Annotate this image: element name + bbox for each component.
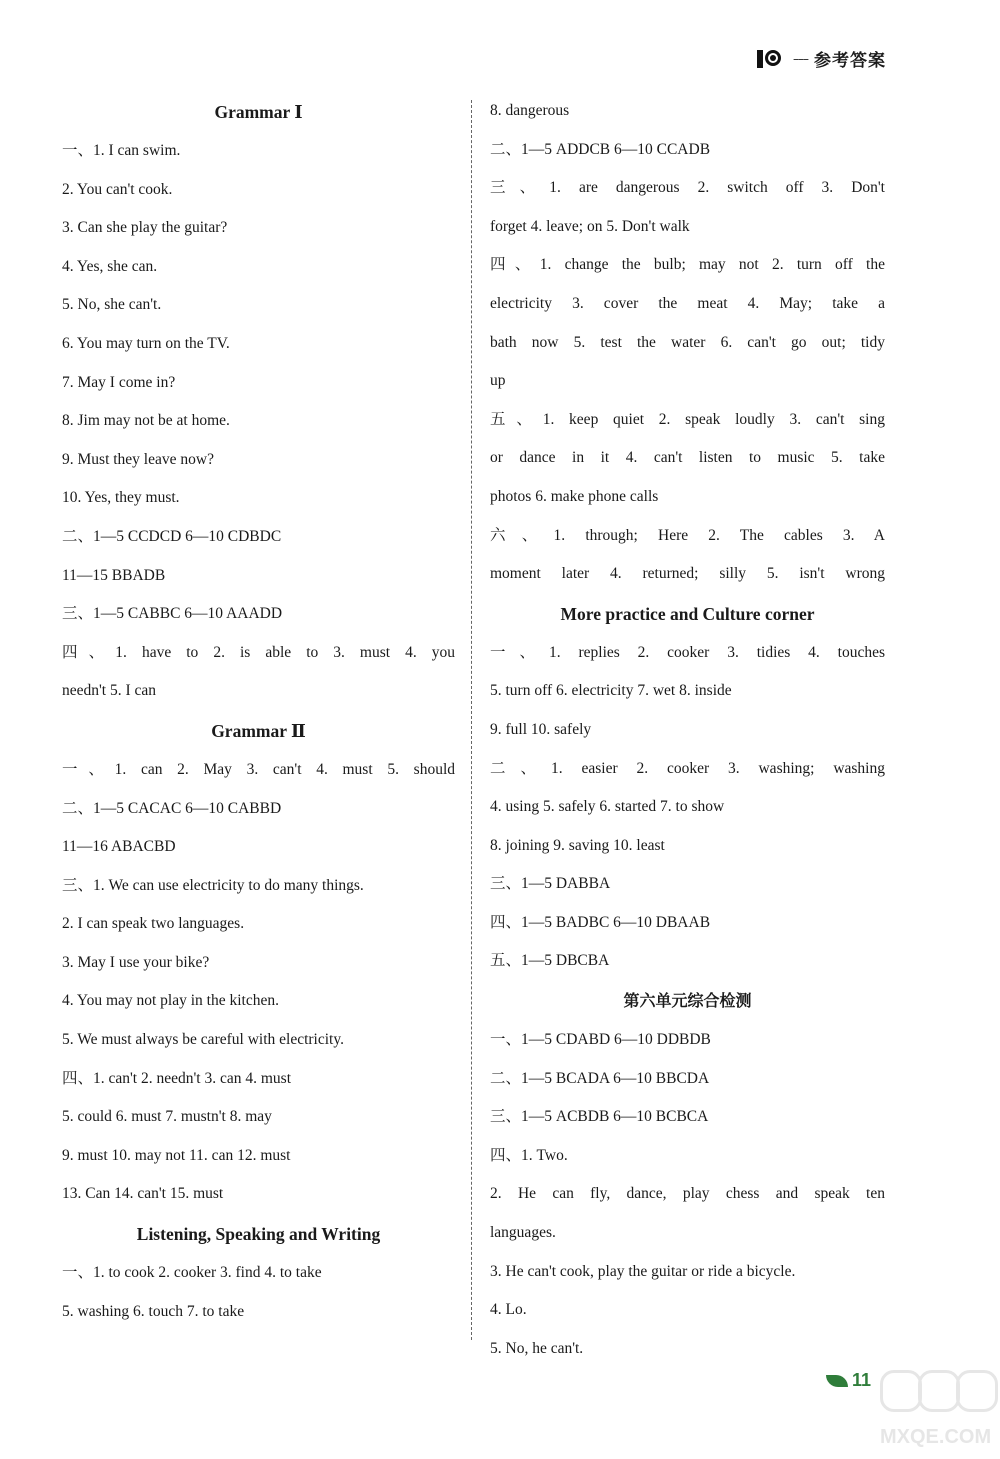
page-header (757, 46, 886, 71)
answer-line: 5. We must always be careful with electricity. (62, 1031, 344, 1049)
header-dash: ––– (793, 51, 808, 66)
answer-line: 四、1. change the bulb; may not 2. turn off the (490, 256, 885, 274)
answer-line: up (490, 372, 506, 390)
answer-line: 9. Must they leave now? (62, 450, 214, 468)
answer-line: 11—15 BBADB (62, 566, 166, 584)
section-heading: Listening, Speaking and Writing (136, 1224, 381, 1245)
answer-line: moment later 4. returned; silly 5. isn't wrong (490, 565, 885, 583)
answer-line: 四、1. can't 2. needn't 3. can 4. must (62, 1069, 291, 1087)
answer-line: 四、1. have to 2. is able to 3. must 4. you (62, 643, 455, 661)
answer-line: 一、1—5 CDABD 6—10 DDBDB (490, 1031, 711, 1049)
answer-line: 8. dangerous (490, 102, 570, 119)
answer-line: 13. Can 14. can't 15. must (62, 1185, 224, 1203)
answer-line: photos 6. make phone calls (490, 487, 659, 505)
answer-line: languages. (490, 1224, 556, 1242)
answer-line: 3. Can she play the guitar? (62, 219, 228, 237)
answer-line: 三、1. are dangerous 2. switch off 3. Don't (490, 179, 885, 197)
answer-line: 4. Lo. (490, 1301, 527, 1319)
answer-line: 5. turn off 6. electricity 7. wet 8. inside (490, 682, 732, 700)
answer-line: 4. You may not play in the kitchen. (62, 992, 279, 1010)
answer-line: 3. He can't cook, play the guitar or ride a bicycle. (490, 1262, 796, 1280)
answer-line: 8. joining 9. saving 10. least (490, 836, 665, 854)
answer-line: 二、1. easier 2. cooker 3. washing; washing (490, 759, 885, 777)
answer-line: 二、1—5 CCDCD 6—10 CDBDC (62, 527, 282, 545)
answer-line: needn't 5. I can (62, 682, 157, 700)
answer-line: 10. Yes, they must. (62, 489, 180, 507)
publisher-logo-icon (757, 48, 787, 70)
left-column (62, 92, 455, 1331)
answer-line: electricity 3. cover the meat 4. May; take a (490, 294, 885, 312)
watermark-text: MXQE.COM (880, 1426, 992, 1448)
column-divider (471, 100, 472, 1340)
answer-line: 6. You may turn on the TV. (62, 334, 230, 352)
answer-line: 7. May I come in? (62, 373, 176, 391)
answer-line: 一、1. I can swim. (62, 142, 181, 159)
answer-line: 4. Yes, she can. (62, 257, 158, 275)
answer-line: 三、1—5 ACBDB 6—10 BCBCA (490, 1108, 709, 1126)
answer-line: 四、1. Two. (490, 1146, 568, 1164)
page-footer (826, 1370, 871, 1391)
answer-line: 二、1—5 ADDCB 6—10 CCADB (490, 140, 711, 158)
answer-line: 五、1. keep quiet 2. speak loudly 3. can't sing (490, 410, 885, 428)
answer-line: bath now 5. test the water 6. can't go out; tidy (490, 333, 885, 351)
answer-line: 六、1. through; Here 2. The cables 3. A (490, 526, 885, 544)
answer-line: 9. full 10. safely (490, 720, 592, 738)
answer-line: 9. must 10. may not 11. can 12. must (62, 1146, 291, 1164)
answer-line: 2. He can fly, dance, play chess and speak ten (490, 1185, 885, 1203)
answer-line: 三、1—5 DABBA (490, 875, 611, 893)
answer-line: 5. No, she can't. (62, 296, 162, 314)
answer-line: or dance in it 4. can't listen to music 5. take (490, 449, 885, 467)
answer-line: 一、1. can 2. May 3. can't 4. must 5. should (62, 760, 455, 778)
section-heading: Grammar Ⅰ (214, 102, 303, 122)
answer-line: 2. I can speak two languages. (62, 915, 245, 933)
answer-line: 二、1—5 BCADA 6—10 BBCDA (490, 1069, 710, 1087)
section-heading: 第六单元综合检测 (623, 991, 752, 1011)
section-heading: More practice and Culture corner (560, 603, 815, 624)
answer-line: 一、1. to cook 2. cooker 3. find 4. to take (62, 1264, 322, 1282)
answer-line: 五、1—5 DBCBA (490, 952, 610, 970)
answer-line: forget 4. leave; on 5. Don't walk (490, 217, 690, 235)
answer-line: 二、1—5 CACAC 6—10 CABBD (62, 799, 282, 817)
answer-line: 5. could 6. must 7. mustn't 8. may (62, 1108, 272, 1126)
header-title: 参考答案 (814, 51, 886, 71)
answer-line: 一、1. replies 2. cooker 3. tidies 4. touches (490, 643, 885, 661)
page-number: 11 (852, 1370, 872, 1390)
answer-line: 2. You can't cook. (62, 180, 173, 198)
answer-line: 四、1—5 BADBC 6—10 DBAAB (490, 913, 711, 931)
answer-line: 3. May I use your bike? (62, 953, 210, 971)
section-heading: Grammar Ⅱ (211, 720, 306, 741)
answer-line: 4. using 5. safely 6. started 7. to show (490, 798, 725, 816)
answer-line: 三、1. We can use electricity to do many things. (62, 876, 364, 894)
answer-line: 5. washing 6. touch 7. to take (62, 1302, 245, 1320)
watermark-logo (880, 1362, 992, 1452)
right-column (490, 92, 885, 1368)
answer-line: 11—16 ABACBD (62, 838, 176, 856)
leaf-icon (826, 1375, 848, 1387)
answer-line: 5. No, he can't. (490, 1339, 584, 1357)
answer-line: 三、1—5 CABBC 6—10 AAADD (62, 605, 283, 623)
answer-line: 8. Jim may not be at home. (62, 412, 230, 430)
